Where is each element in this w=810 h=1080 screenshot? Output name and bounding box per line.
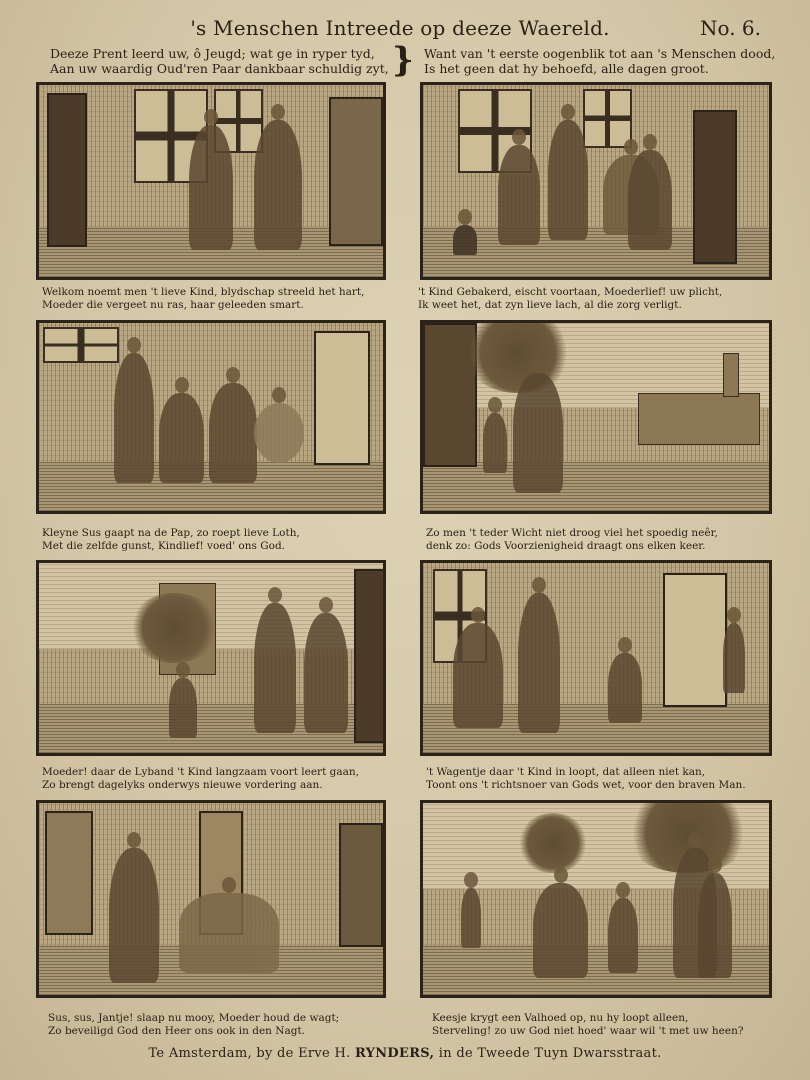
figure-woman-kneeling bbox=[533, 883, 588, 978]
issue-number: No. 6. bbox=[700, 16, 761, 40]
figure-child-in-walker bbox=[608, 653, 642, 723]
figure-woman-seated bbox=[453, 623, 503, 728]
intro-verse-line: Is het geen dat hy behoefd, alle dagen groot. bbox=[424, 61, 709, 76]
woodcut-panel-6 bbox=[420, 560, 772, 756]
caption-line: Kleyne Sus gaapt na de Pap, zo roept lieve Loth, bbox=[42, 527, 300, 539]
window bbox=[583, 89, 632, 148]
figure-woman-standing bbox=[548, 120, 588, 240]
figure-mother-with-child bbox=[513, 373, 563, 493]
cat bbox=[453, 225, 477, 255]
publisher-name: RYNDERS, bbox=[354, 1046, 435, 1061]
caption-line: Keesje krygt een Valhoed op, nu hy loopt alleen, bbox=[432, 1012, 689, 1024]
caption-line: denk zo: Gods Voorzienigheid draagt ons elken keer. bbox=[426, 540, 706, 552]
figure-woman bbox=[304, 613, 348, 733]
street bbox=[423, 462, 769, 511]
caption-line: Sus, sus, Jantje! slaap nu mooy, Moeder houd de wagt; bbox=[48, 1012, 340, 1024]
woodcut-panel-2 bbox=[420, 82, 772, 280]
caption-line: Moeder die vergeet nu ras, haar geleeden smart. bbox=[42, 299, 304, 311]
imprint-address: in de Tweede Tuyn Dwarsstraat. bbox=[438, 1046, 662, 1061]
caption-line: Zo brengt dagelyks onderwys nieuwe vordering aan. bbox=[42, 779, 323, 791]
figure-woman-seated bbox=[498, 145, 540, 245]
bed-curtain bbox=[329, 97, 383, 246]
figure-woman-with-baby bbox=[254, 120, 302, 250]
intro-verse-left bbox=[50, 46, 389, 76]
cupboard bbox=[45, 811, 93, 935]
caption-line: Zo men 't teder Wicht niet droog viel het spoedig neêr, bbox=[426, 527, 718, 539]
page-title: 's Menschen Intreede op deeze Waereld. bbox=[190, 16, 610, 40]
caption-line: Met die zelfde gunst, Kindlief! voed' ons God. bbox=[42, 540, 285, 552]
caption-line: Welkom noemt men 't lieve Kind, blydschap streeld het hart, bbox=[42, 286, 365, 298]
intro-verse-right bbox=[424, 46, 775, 76]
tree bbox=[129, 593, 219, 663]
archway bbox=[663, 573, 727, 707]
window bbox=[43, 327, 119, 363]
caption-3 bbox=[42, 527, 300, 553]
woodcut-panel-7 bbox=[36, 800, 386, 998]
basket bbox=[254, 403, 304, 463]
open-door bbox=[693, 110, 737, 264]
woodcut-panel-5 bbox=[36, 560, 386, 756]
doorway bbox=[354, 569, 386, 743]
caption-7 bbox=[48, 1012, 339, 1038]
caption-line: 't Wagentje daar 't Kind in loopt, dat alleen niet kan, bbox=[426, 766, 706, 778]
cradle bbox=[179, 893, 279, 973]
caption-line: Ik weet het, dat zyn lieve lach, al die zorg verligt. bbox=[418, 299, 682, 311]
woodcut-panel-1 bbox=[36, 82, 386, 280]
caption-line: Moeder! daar de Lyband 't Kind langzaam voort leert gaan, bbox=[42, 766, 359, 778]
open-door bbox=[314, 331, 370, 465]
woodcut-panel-8 bbox=[420, 800, 772, 998]
caption-line: 't Kind Gebakerd, eischt voortaan, Moederlief! uw plicht, bbox=[418, 286, 723, 298]
woodcut-panel-4 bbox=[420, 320, 772, 514]
caption-line: Zo beveiligd God den Heer ons ook in den Nagt. bbox=[48, 1025, 306, 1037]
figure-woman bbox=[189, 125, 233, 250]
figure-man-standing bbox=[518, 593, 560, 733]
intro-verse-line: Deeze Prent leerd uw, ô Jeugd; wat ge in ryper tyd, bbox=[50, 46, 375, 61]
house-row bbox=[638, 393, 760, 445]
caption-6 bbox=[426, 766, 746, 792]
figure-man-distant bbox=[461, 888, 481, 948]
caption-4 bbox=[426, 527, 718, 553]
figure-man bbox=[698, 873, 732, 978]
figure-woman-seated bbox=[159, 393, 204, 483]
figure-mother bbox=[109, 848, 159, 983]
open-door bbox=[47, 93, 87, 247]
caption-5 bbox=[42, 766, 359, 792]
brace-ornament: } bbox=[392, 40, 414, 80]
caption-1 bbox=[42, 286, 364, 312]
cabinet bbox=[339, 823, 383, 947]
intro-verse-line: Want van 't eerste oogenblik tot aan 's Menschen dood, bbox=[424, 46, 776, 61]
figure-child-with-falling-hat bbox=[608, 898, 638, 973]
church-tower bbox=[723, 353, 739, 397]
figure-woman-with-parasol bbox=[254, 603, 296, 733]
figure-man-standing bbox=[114, 353, 154, 483]
intro-verse-line: Aan uw waardig Oud'ren Paar dankbaar schuldig zyt, bbox=[50, 61, 389, 76]
caption-2 bbox=[418, 286, 722, 312]
caption-8 bbox=[432, 1012, 743, 1038]
tree bbox=[518, 813, 588, 873]
figure-child-walking bbox=[169, 678, 197, 738]
figure-woman-seated bbox=[628, 150, 672, 250]
caption-line: Toont ons 't richtsnoer van Gods wet, voor den braven Man. bbox=[426, 779, 746, 791]
woodcut-panel-3 bbox=[36, 320, 386, 514]
figure-woman-seated bbox=[209, 383, 257, 483]
imprint bbox=[0, 1046, 810, 1061]
figure-child bbox=[483, 413, 507, 473]
imprint-prefix: Te Amsterdam, by de Erve H. bbox=[148, 1046, 351, 1061]
caption-line: Sterveling! zo uw God niet hoed' waar wil 't met uw heen? bbox=[432, 1025, 744, 1037]
figure-man-distant bbox=[723, 623, 745, 693]
